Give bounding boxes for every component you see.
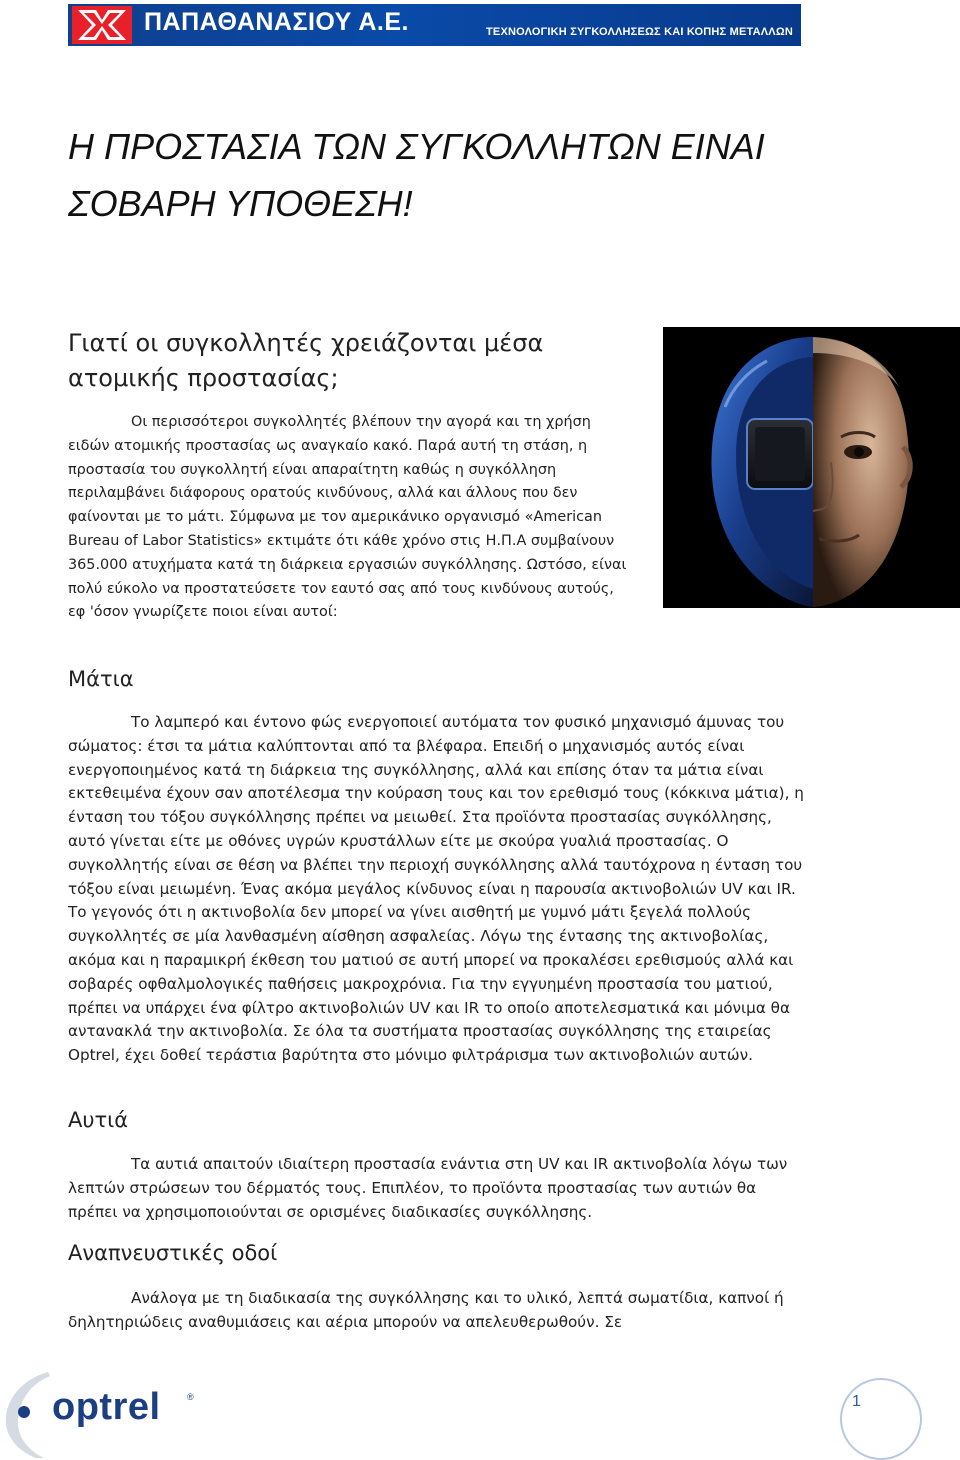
section-body-eyes: Το λαμπερό και έντονο φώς ενεργοποιεί αυτόματα τον φυσικό μηχανισμό άμυνας του σώματος: έτσι τα μάτια καλύπτονται από τα βλέφαρα. Επειδή ο μηχανισμός αυτός είναι ενεργοποιημένος κατά τη διάρκεια της συγκόλλησης, αλλά και επίσης όταν τα μάτια είναι εκτεθειμένα έχουν σαν αποτέλεσμα την κούραση τους και τον ερεθισμό τους (κόκκινα μάτια), η ένταση του τόξου συγκόλλησης πρέπει να μειωθεί. Στα προϊόντα προστασίας συγκόλλησης, αυτό γίνεται είτε με οθόνες υγρών κρυστάλλων είτε με σκούρα γυαλιά προστασίας. Ο συγκολλητής είναι σε θέση να βλέπει την περιοχή συγκόλλησης αλλά ταυτόχρονα η ένταση του τόξου είναι μειωμένη. Ένας ακόμα μεγάλος κίνδυνος είναι η παρουσία ακτινοβολιών UV και IR. Το γεγονός ότι η ακτινοβολία δεν μπορεί να γίνει αισθητή με γυμνό μάτι ξεγελά πολλούς συγκολλητές σε μία λανθασμένη αίσθηση ασφαλείας. Λόγω της έντασης της ακτινοβολίας, ακόμα και η παραμικρή έκθεση του ματιού σε αυτή μπορεί να προκαλέσει ερεθισμούς αλλά και σοβαρές οφθαλμολογικές παθήσεις μακροχρόνια. Για την εγγυημένη προστασία του ματιού, πρέπει να υπάρχει ένα φίλτρο ακτινοβολιών UV και IR το οποίο αποτελεσματικά και μόνιμα θα αντανακλά την ακτινοβολία. Σε όλα τα συστήματα προστασίας συγκόλλησης της εταιρείας Optrel, έχει δοθεί τεράστια βαρύτητα στο μόνιμο φιλτράρισμα των ακτινοβολιών αυτών. xyxy=(68,713,804,1065)
company-tagline: ΤΕΧΝΟΛΟΓΙΚΗ ΣΥΓΚΟΛΛΗΣΕΩΣ ΚΑΙ ΚΟΠΗΣ ΜΕΤΑΛΛΩΝ xyxy=(485,26,793,38)
page-title: Η ΠΡΟΣΤΑΣΙΑ ΤΩΝ ΣΥΓΚΟΛΛΗΤΩΝ ΕΙΝΑΙ ΣΟΒΑΡΗ ΥΠΟΘΕΣΗ! xyxy=(68,126,765,224)
section-heading-respiratory: Αναπνευστικές οδοί xyxy=(68,1241,278,1265)
section-heading-eyes: Μάτια xyxy=(68,667,134,691)
registered-mark: ® xyxy=(187,1392,194,1402)
section-body-respiratory: Ανάλογα με τη διαδικασία της συγκόλλησης και το υλικό, λεπτά σωματίδια, καπνοί ή δηλητηριώδεις αναθυμιάσεις και αέρια μπορούν να απελευθερωθούν. Σε xyxy=(68,1289,784,1331)
optrel-logo-text: optrel xyxy=(52,1386,161,1428)
section-heading-ears: Αυτιά xyxy=(68,1108,129,1132)
section-body-ears: Τα αυτιά απαιτούν ιδιαίτερη προστασία ενάντια στη UV και IR ακτινοβολία λόγω των λεπτών στρώσεων του δέρματός τους. Επιπλέον, το προϊόντα προστασίας των αυτιών θα πρέπει να χρησιμοποιούνται σε ορισμένες διαδικασίες συγκόλλησης. xyxy=(68,1155,788,1221)
company-logo-icon xyxy=(72,6,132,44)
welder-helmet-image xyxy=(663,327,960,608)
page-number-circle xyxy=(840,1378,922,1460)
section-heading-why: Γιατί οι συγκολλητές χρειάζονται μέσα ατομικής προστασίας; xyxy=(68,329,544,392)
helmet-face-illustration-icon xyxy=(663,327,960,608)
header-banner xyxy=(68,4,801,46)
company-name: ΠΑΠΑΘΑΝΑΣΙΟΥ Α.Ε. xyxy=(144,8,409,36)
section-body-why: Οι περισσότεροι συγκολλητές βλέπουν την αγορά και τη χρήση ειδών ατομικής προστασίας ως αναγκαίο κακό. Παρά αυτή τη στάση, η προστασία του συγκολλητή είναι απαραίτητη καθώς η συγκόλληση περιλαμβάνει διάφορους ορατούς κινδύνους, αλλά και άλλους που δεν φαίνονται με το μάτι. Σύμφωνα με τον αμερικάνικο οργανισμό «American Bureau of Labor Statistics» εκτιμάτε ότι κάθε χρόνο στις Η.Π.Α συμβαίνουν 365.000 ατυχήματα κατά τη διάρκεια εργασιών συγκόλλησης. Ωστόσο, είναι πολύ εύκολο να προστατεύσετε τον εαυτό σας από τους κινδύνους αυτούς, εφ 'όσον γνωρίζετε ποιοι είναι αυτοί: xyxy=(68,414,627,621)
page-number: 1 xyxy=(852,1393,861,1410)
